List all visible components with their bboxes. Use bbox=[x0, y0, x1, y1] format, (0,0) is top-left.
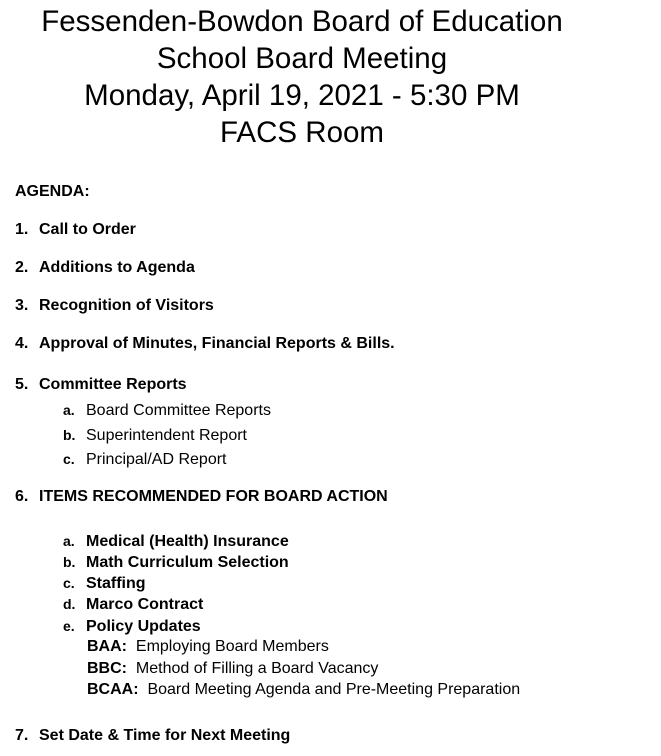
agenda-item bbox=[15, 375, 187, 395]
agenda-item-text: Committee Reports bbox=[39, 376, 187, 393]
agenda-item-number: 5. bbox=[15, 376, 29, 393]
agenda-item bbox=[15, 258, 195, 278]
board-action-item bbox=[63, 616, 201, 637]
policy-title: Employing Board Members bbox=[135, 638, 329, 655]
committee-report-item bbox=[63, 425, 247, 446]
board-name: Fessenden-Bowdon Board of Education bbox=[41, 5, 563, 38]
agenda-item-number: 3. bbox=[15, 297, 29, 314]
agenda-heading: AGENDA: bbox=[15, 183, 90, 200]
agenda-item-number: 4. bbox=[15, 335, 29, 352]
sub-item-text: Math Curriculum Selection bbox=[86, 554, 289, 571]
agenda-item bbox=[15, 220, 136, 240]
agenda-item-text: Approval of Minutes, Financial Reports & Bills. bbox=[39, 335, 395, 352]
agenda-item bbox=[15, 334, 395, 354]
agenda-item-text: Additions to Agenda bbox=[39, 259, 195, 276]
sub-item-letter: a. bbox=[63, 402, 75, 418]
policy-title: Method of Filling a Board Vacancy bbox=[135, 660, 379, 677]
agenda-item-number: 7. bbox=[15, 727, 29, 744]
agenda-item-number: 2. bbox=[15, 259, 29, 276]
agenda-item-text: Call to Order bbox=[39, 221, 136, 238]
sub-item-letter: c. bbox=[63, 451, 75, 467]
sub-item-text: Board Committee Reports bbox=[86, 402, 271, 419]
board-action-item bbox=[63, 594, 203, 615]
agenda-item-number: 1. bbox=[15, 221, 29, 238]
board-action-item bbox=[63, 573, 146, 594]
policy-item bbox=[87, 680, 520, 700]
committee-report-item bbox=[63, 400, 271, 421]
board-action-item bbox=[63, 552, 289, 573]
policy-code: BCAA: bbox=[87, 681, 139, 698]
agenda-item-text: Set Date & Time for Next Meeting bbox=[39, 727, 291, 744]
agenda-item-text: Recognition of Visitors bbox=[39, 297, 214, 314]
agenda-item bbox=[15, 726, 290, 746]
agenda-item bbox=[15, 487, 388, 507]
board-action-item bbox=[63, 531, 289, 552]
policy-code: BAA: bbox=[87, 638, 127, 655]
sub-item-letter: c. bbox=[63, 575, 75, 591]
sub-item-text: Principal/AD Report bbox=[86, 451, 227, 468]
sub-item-text: Policy Updates bbox=[86, 618, 201, 635]
agenda-item-text: ITEMS RECOMMENDED FOR BOARD ACTION bbox=[39, 488, 388, 505]
sub-item-text: Superintendent Report bbox=[86, 427, 247, 444]
policy-code: BBC: bbox=[87, 660, 127, 677]
sub-item-text: Marco Contract bbox=[86, 596, 204, 613]
document-header bbox=[0, 3, 604, 151]
sub-item-letter: b. bbox=[63, 427, 76, 443]
policy-title: Board Meeting Agenda and Pre-Meeting Preparation bbox=[147, 681, 521, 698]
sub-item-text: Staffing bbox=[86, 575, 146, 592]
agenda-item bbox=[15, 296, 214, 316]
sub-item-letter: d. bbox=[63, 596, 76, 612]
sub-item-text: Medical (Health) Insurance bbox=[86, 533, 289, 550]
meeting-location: FACS Room bbox=[220, 116, 384, 149]
policy-item bbox=[87, 637, 329, 657]
sub-item-letter: e. bbox=[63, 618, 75, 634]
meeting-date-time: Monday, April 19, 2021 - 5:30 PM bbox=[84, 79, 520, 112]
policy-item bbox=[87, 659, 378, 679]
sub-item-letter: a. bbox=[63, 533, 75, 549]
committee-report-item bbox=[63, 449, 227, 470]
meeting-type: School Board Meeting bbox=[156, 42, 448, 75]
agenda-item-number: 6. bbox=[15, 488, 29, 505]
sub-item-letter: b. bbox=[63, 554, 76, 570]
